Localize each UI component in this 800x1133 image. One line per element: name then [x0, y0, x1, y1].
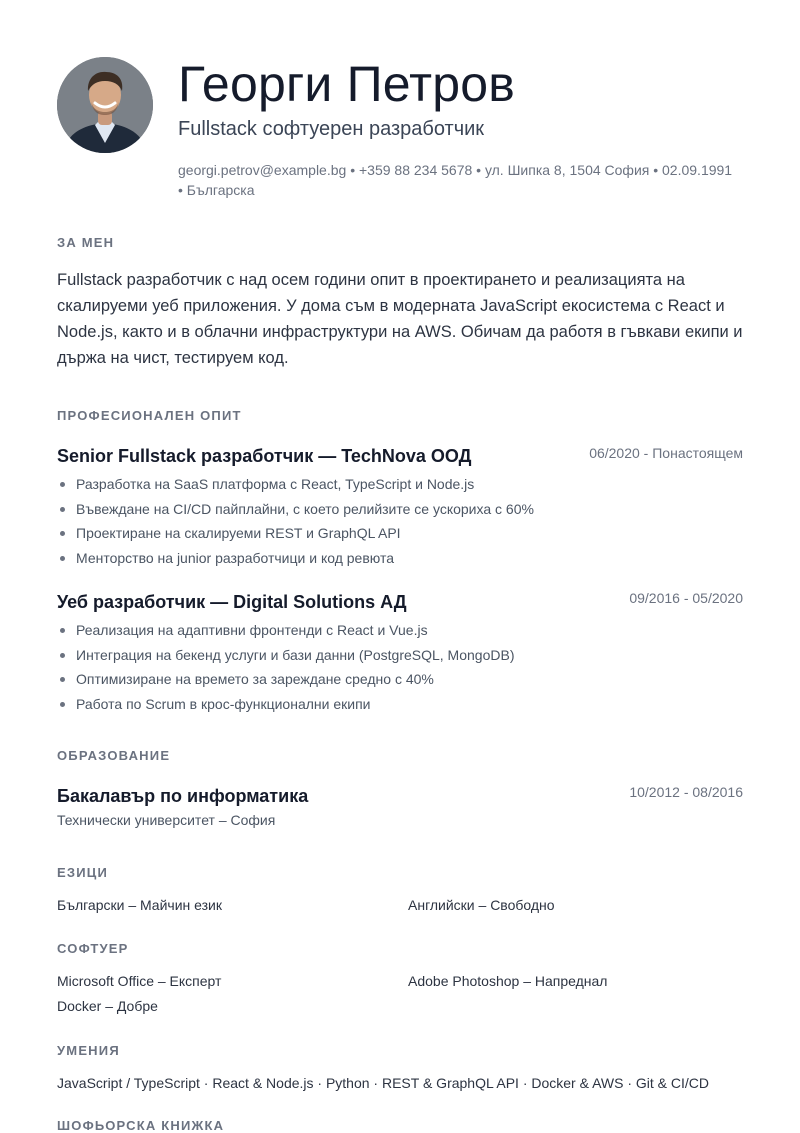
- section-title-about: ЗА МЕН: [57, 235, 115, 250]
- list-item: Разработка на SaaS платформа с React, TypeScript и Node.js: [57, 472, 747, 497]
- section-title-software: СОФТУЕР: [57, 941, 129, 956]
- software-item: Docker – Добре: [57, 998, 158, 1014]
- list-item: Интеграция на бекенд услуги и бази данни (PostgreSQL, MongoDB): [57, 643, 747, 668]
- job-title: Уеб разработчик — Digital Solutions АД: [57, 592, 407, 612]
- education-date: 10/2012 - 08/2016: [629, 784, 743, 800]
- list-item: Работа по Scrum в крос-функционални екипи: [57, 692, 747, 717]
- job-date: 06/2020 - Понастоящем: [589, 445, 743, 461]
- job-bullets: [57, 472, 747, 570]
- list-item: Проектиране на скалируеми REST и GraphQL API: [57, 521, 747, 546]
- software-item: Adobe Photoshop – Напреднал: [408, 973, 608, 989]
- list-item: Оптимизиране на времето за зареждане средно с 40%: [57, 667, 747, 692]
- about-text: Fullstack разработчик с над осем години опит в проектирането и реализацията на скалируеми уеб приложения. У дома съм в модерната JavaScript екосистема с React и Node.js, както и в облачни инфраструктури на AWS. Обичам да работя в гъвкави екипи и държа на чист, тестируем код.: [57, 271, 743, 367]
- candidate-headline: Fullstack софтуерен разработчик: [178, 118, 485, 140]
- education-degree: Бакалавър по информатика: [57, 786, 309, 806]
- candidate-name: Георги Петров: [178, 56, 515, 112]
- job-bullets: [57, 618, 747, 716]
- cv-header: [57, 56, 747, 201]
- section-title-experience: ПРОФЕСИОНАЛЕН ОПИТ: [57, 408, 242, 423]
- job-title: Senior Fullstack разработчик — TechNova ООД: [57, 446, 472, 466]
- language-item: Български – Майчин език: [57, 897, 222, 913]
- language-item: Английски – Свободно: [408, 897, 555, 913]
- section-title-education: ОБРАЗОВАНИЕ: [57, 748, 171, 763]
- section-title-skills: УМЕНИЯ: [57, 1043, 120, 1058]
- section-title-license: ШОФЬОРСКА КНИЖКА: [57, 1118, 225, 1133]
- software-item: Microsoft Office – Експерт: [57, 973, 222, 989]
- avatar: [57, 57, 153, 153]
- list-item: Въвеждане на CI/CD пайплайни, с което релийзите се ускориха с 60%: [57, 497, 747, 522]
- contact-line: georgi.petrov@example.bg • +359 88 234 5678 • ул. Шипка 8, 1504 София • 02.09.1991 • Българска: [178, 162, 733, 198]
- skills-list: JavaScript / TypeScript · React & Node.js · Python · REST & GraphQL API · Docker & AWS · Git & CI/CD: [57, 1075, 709, 1091]
- section-title-languages: ЕЗИЦИ: [57, 865, 108, 880]
- list-item: Менторство на junior разработчици и код ревюта: [57, 546, 747, 571]
- job-date: 09/2016 - 05/2020: [629, 590, 743, 606]
- education-school: Технически университет – София: [57, 812, 276, 828]
- list-item: Реализация на адаптивни фронтенди с React и Vue.js: [57, 618, 747, 643]
